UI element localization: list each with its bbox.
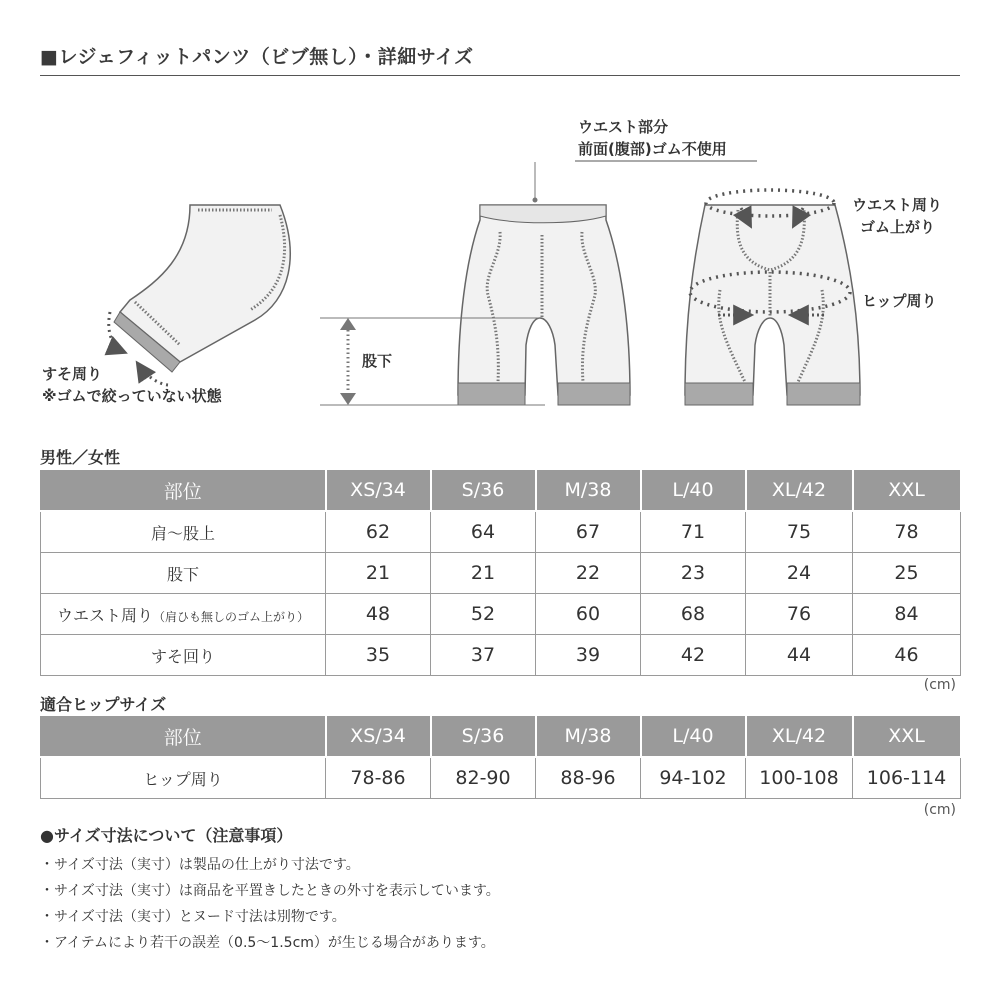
row-label [41, 594, 326, 635]
table-row [41, 553, 961, 594]
header-cell: XL/42 [746, 716, 853, 757]
table-cell: 39 [536, 635, 641, 676]
table2-unit: (cm) [923, 802, 956, 818]
table-cell: 94-102 [641, 757, 746, 799]
table-row [41, 757, 961, 799]
table-header-row [41, 716, 961, 757]
table-cell: 78 [853, 511, 961, 553]
table2-heading: 適合ヒップサイズ [40, 695, 167, 714]
row-label: すそ回り [41, 635, 326, 676]
back-view [685, 190, 860, 405]
header-cell: 部位 [41, 716, 326, 757]
notes-section [40, 823, 500, 956]
table-cell: 82-90 [431, 757, 536, 799]
waist-label-line2: ゴム上がり [860, 218, 936, 236]
table-cell: 67 [536, 511, 641, 553]
table-cell: 71 [641, 511, 746, 553]
notes-heading: ●サイズ寸法について（注意事項） [40, 826, 293, 845]
table-cell: 22 [536, 553, 641, 594]
header-cell: XXL [853, 716, 961, 757]
header-cell: XS/34 [326, 716, 431, 757]
inseam-label: 股下 [362, 352, 393, 370]
table-row [41, 635, 961, 676]
header-cell: L/40 [641, 716, 746, 757]
hip-size-table [40, 716, 962, 799]
waist-label-line1: ウエスト周り [852, 196, 943, 214]
table-cell: 88-96 [536, 757, 641, 799]
header-cell: M/38 [536, 470, 641, 511]
note-item: ・サイズ寸法（実寸）は製品の仕上がり寸法です。 [40, 857, 360, 873]
header-cell: XS/34 [326, 470, 431, 511]
size-table [40, 470, 962, 676]
table-cell: 42 [641, 635, 746, 676]
table-cell: 25 [853, 553, 961, 594]
table-cell: 106-114 [853, 757, 961, 799]
table-cell: 37 [431, 635, 536, 676]
table-cell: 44 [746, 635, 853, 676]
table-row [41, 511, 961, 553]
table-cell: 46 [853, 635, 961, 676]
hem-label-line1: すそ周り [42, 365, 103, 383]
row-label: 肩〜股上 [41, 511, 326, 553]
leg-side-view [109, 205, 290, 385]
table-cell: 21 [326, 553, 431, 594]
table-cell: 21 [431, 553, 536, 594]
table-cell: 62 [326, 511, 431, 553]
table-header-row [41, 470, 961, 511]
hem-label-line2: ※ゴムで絞っていない状態 [42, 387, 222, 405]
table-cell: 64 [431, 511, 536, 553]
header-cell: XXL [853, 470, 961, 511]
header-cell: M/38 [536, 716, 641, 757]
table-cell: 35 [326, 635, 431, 676]
header-cell: S/36 [431, 470, 536, 511]
table1-heading: 男性／女性 [40, 448, 121, 467]
row-label-text: ウエスト周り [56, 605, 153, 625]
table-cell: 23 [641, 553, 746, 594]
header-cell: L/40 [641, 470, 746, 511]
header-cell: S/36 [431, 716, 536, 757]
table1-unit: (cm) [923, 677, 956, 693]
header-cell: 部位 [41, 470, 326, 511]
table-cell: 24 [746, 553, 853, 594]
pants-diagrams [0, 0, 1000, 430]
row-label: ヒップ周り [41, 757, 326, 799]
table-cell: 76 [746, 594, 853, 635]
table-cell: 100-108 [746, 757, 853, 799]
table-cell: 75 [746, 511, 853, 553]
header-cell: XL/42 [746, 470, 853, 511]
note-item: ・サイズ寸法（実寸）は商品を平置きしたときの外寸を表示しています。 [40, 883, 500, 899]
note-item: ・アイテムにより若干の誤差（0.5〜1.5cm）が生じる場合があります。 [40, 935, 495, 951]
table-cell: 68 [641, 594, 746, 635]
table-cell: 78-86 [326, 757, 431, 799]
front-note-line2: 前面(腹部)ゴム不使用 [578, 140, 727, 158]
table-cell: 48 [326, 594, 431, 635]
table-cell: 52 [431, 594, 536, 635]
table-row [41, 594, 961, 635]
row-label: 股下 [41, 553, 326, 594]
note-item: ・サイズ寸法（実寸）とヌード寸法は別物です。 [40, 909, 346, 925]
front-note-line1: ウエスト部分 [578, 118, 669, 136]
illustrations [0, 0, 1000, 430]
row-label-note: （肩ひも無しのゴム上がり） [153, 609, 310, 624]
table-cell: 60 [536, 594, 641, 635]
page-title: ■レジェフィットパンツ（ビブ無し）・詳細サイズ [40, 42, 960, 76]
hip-label: ヒップ周り [862, 292, 937, 310]
table-cell: 84 [853, 594, 961, 635]
